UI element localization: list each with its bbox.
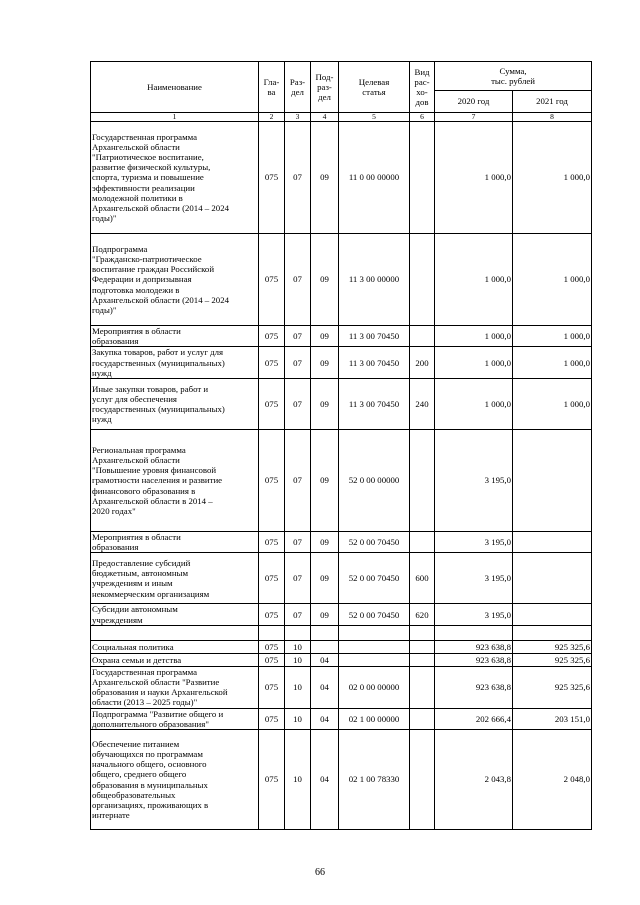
row-amount-2020: 923 638,8 <box>435 666 513 708</box>
table-row <box>91 326 592 347</box>
table-row <box>91 234 592 326</box>
row-target-item: 11 3 00 00000 <box>339 234 410 326</box>
row-chapter <box>259 625 285 640</box>
row-amount-2021: 925 325,6 <box>513 666 592 708</box>
row-section: 07 <box>285 430 311 532</box>
row-amount-2021 <box>513 625 592 640</box>
row-expense-type: 240 <box>410 379 435 430</box>
row-target-item <box>339 625 410 640</box>
table-row <box>91 604 592 625</box>
row-section: 10 <box>285 708 311 729</box>
row-name: Предоставление субсидий бюджетным, автономным учреждениям и иным некоммерческим организациям <box>91 553 259 604</box>
row-amount-2021 <box>513 532 592 553</box>
row-target-item: 02 1 00 78330 <box>339 730 410 830</box>
row-chapter: 075 <box>259 347 285 379</box>
row-section: 07 <box>285 326 311 347</box>
row-name: Мероприятия в области образования <box>91 532 259 553</box>
row-amount-2021: 925 325,6 <box>513 640 592 653</box>
row-chapter: 075 <box>259 122 285 234</box>
row-expense-type: 600 <box>410 553 435 604</box>
row-section: 07 <box>285 532 311 553</box>
header-year-2021: 2021 год <box>513 91 592 113</box>
row-section: 07 <box>285 122 311 234</box>
column-number: 3 <box>285 113 311 122</box>
row-amount-2021: 925 325,6 <box>513 653 592 666</box>
row-expense-type <box>410 430 435 532</box>
column-number: 7 <box>435 113 513 122</box>
row-chapter: 075 <box>259 326 285 347</box>
row-amount-2021: 2 048,0 <box>513 730 592 830</box>
row-target-item: 52 0 00 70450 <box>339 604 410 625</box>
row-expense-type: 620 <box>410 604 435 625</box>
row-section: 07 <box>285 379 311 430</box>
row-subsection: 04 <box>311 666 339 708</box>
row-section: 07 <box>285 604 311 625</box>
column-number: 8 <box>513 113 592 122</box>
row-expense-type <box>410 666 435 708</box>
row-subsection: 09 <box>311 604 339 625</box>
row-target-item: 02 1 00 00000 <box>339 708 410 729</box>
row-amount-2020: 3 195,0 <box>435 553 513 604</box>
row-amount-2020: 2 043,8 <box>435 730 513 830</box>
header-amount: Сумма, тыс. рублей <box>435 62 592 91</box>
row-amount-2021 <box>513 430 592 532</box>
row-amount-2021: 1 000,0 <box>513 379 592 430</box>
header-section: Раз- дел <box>285 62 311 113</box>
row-chapter: 075 <box>259 430 285 532</box>
row-amount-2020: 3 195,0 <box>435 430 513 532</box>
row-chapter: 075 <box>259 604 285 625</box>
row-target-item: 52 0 00 70450 <box>339 553 410 604</box>
row-target-item: 02 0 00 00000 <box>339 666 410 708</box>
table-row <box>91 708 592 729</box>
row-subsection: 09 <box>311 532 339 553</box>
column-number: 6 <box>410 113 435 122</box>
row-expense-type <box>410 326 435 347</box>
row-name: Подпрограмма "Гражданско-патриотическое воспитание граждан Российской Федерации и допризывная подготовка молодежи в Архангельской области (2014 – 2024 годы)" <box>91 234 259 326</box>
row-amount-2020: 1 000,0 <box>435 347 513 379</box>
header-target-item: Целевая статья <box>339 62 410 113</box>
column-number: 5 <box>339 113 410 122</box>
column-number-row <box>91 113 592 122</box>
row-name: Региональная программа Архангельской области "Повышение уровня финансовой грамотности населения и развитие финансового образования в Архангельской области в 2014 – 2020 годах" <box>91 430 259 532</box>
row-chapter: 075 <box>259 666 285 708</box>
row-subsection: 09 <box>311 122 339 234</box>
row-name: Государственная программа Архангельской области "Развитие образования и науки Архангельской области (2013 – 2025 годы)" <box>91 666 259 708</box>
row-subsection: 09 <box>311 430 339 532</box>
row-section: 07 <box>285 347 311 379</box>
row-target-item <box>339 640 410 653</box>
row-chapter: 075 <box>259 640 285 653</box>
row-expense-type <box>410 122 435 234</box>
row-subsection: 09 <box>311 326 339 347</box>
row-subsection: 04 <box>311 708 339 729</box>
table-row <box>91 379 592 430</box>
budget-table <box>90 61 592 830</box>
table-row <box>91 122 592 234</box>
row-amount-2021: 1 000,0 <box>513 234 592 326</box>
table-row <box>91 640 592 653</box>
row-chapter: 075 <box>259 708 285 729</box>
row-target-item: 52 0 00 70450 <box>339 532 410 553</box>
row-section <box>285 625 311 640</box>
row-section: 07 <box>285 234 311 326</box>
row-amount-2020: 923 638,8 <box>435 640 513 653</box>
table-row <box>91 653 592 666</box>
header-year-2020: 2020 год <box>435 91 513 113</box>
row-section: 10 <box>285 640 311 653</box>
row-expense-type <box>410 708 435 729</box>
row-expense-type <box>410 234 435 326</box>
row-name: Охрана семьи и детства <box>91 653 259 666</box>
table-row <box>91 666 592 708</box>
row-amount-2020: 1 000,0 <box>435 122 513 234</box>
row-section: 10 <box>285 730 311 830</box>
row-name: Иные закупки товаров, работ и услуг для обеспечения государственных (муниципальных) нужд <box>91 379 259 430</box>
row-name: Мероприятия в области образования <box>91 326 259 347</box>
row-target-item: 11 3 00 70450 <box>339 379 410 430</box>
header-expense-type: Вид рас- хо- дов <box>410 62 435 113</box>
row-amount-2020: 923 638,8 <box>435 653 513 666</box>
table-row <box>91 625 592 640</box>
row-amount-2020: 1 000,0 <box>435 326 513 347</box>
row-target-item: 11 3 00 70450 <box>339 347 410 379</box>
row-amount-2021 <box>513 604 592 625</box>
table-header <box>91 62 592 122</box>
row-name: Обеспечение питанием обучающихся по программам начального общего, основного общего, среднего общего образования в муниципальных общеобразовательных организациях, проживающих в интернате <box>91 730 259 830</box>
row-subsection: 09 <box>311 347 339 379</box>
row-expense-type <box>410 653 435 666</box>
row-chapter: 075 <box>259 653 285 666</box>
table-row <box>91 532 592 553</box>
row-section: 10 <box>285 653 311 666</box>
table-row <box>91 730 592 830</box>
row-chapter: 075 <box>259 553 285 604</box>
row-expense-type <box>410 625 435 640</box>
table-row <box>91 553 592 604</box>
row-amount-2020 <box>435 625 513 640</box>
row-amount-2020: 1 000,0 <box>435 379 513 430</box>
header-chapter: Гла- ва <box>259 62 285 113</box>
column-number: 2 <box>259 113 285 122</box>
row-name: Субсидии автономным учреждениям <box>91 604 259 625</box>
row-target-item: 11 0 00 00000 <box>339 122 410 234</box>
row-amount-2020: 3 195,0 <box>435 604 513 625</box>
row-subsection: 09 <box>311 553 339 604</box>
row-chapter: 075 <box>259 234 285 326</box>
row-subsection: 04 <box>311 730 339 830</box>
row-amount-2021: 1 000,0 <box>513 326 592 347</box>
row-target-item: 52 0 00 00000 <box>339 430 410 532</box>
row-name: Государственная программа Архангельской области "Патриотическое воспитание, развитие физической культуры, спорта, туризма и повышение эффективности реализации молодежной политики в Архангельской области (2014 – 2024 годы)" <box>91 122 259 234</box>
row-amount-2020: 1 000,0 <box>435 234 513 326</box>
row-name <box>91 625 259 640</box>
column-number: 1 <box>91 113 259 122</box>
header-subsection: Под- раз- дел <box>311 62 339 113</box>
column-number: 4 <box>311 113 339 122</box>
row-name: Подпрограмма "Развитие общего и дополнительного образования" <box>91 708 259 729</box>
row-expense-type <box>410 730 435 830</box>
row-target-item <box>339 653 410 666</box>
row-subsection: 09 <box>311 379 339 430</box>
row-name: Социальная политика <box>91 640 259 653</box>
row-amount-2021: 203 151,0 <box>513 708 592 729</box>
row-subsection: 04 <box>311 653 339 666</box>
row-target-item: 11 3 00 70450 <box>339 326 410 347</box>
row-subsection: 09 <box>311 234 339 326</box>
row-chapter: 075 <box>259 379 285 430</box>
row-section: 10 <box>285 666 311 708</box>
row-subsection <box>311 640 339 653</box>
row-chapter: 075 <box>259 532 285 553</box>
table-row <box>91 347 592 379</box>
table-row <box>91 430 592 532</box>
row-amount-2020: 3 195,0 <box>435 532 513 553</box>
page-number: 66 <box>315 867 325 878</box>
row-chapter: 075 <box>259 730 285 830</box>
row-amount-2021: 1 000,0 <box>513 347 592 379</box>
row-name: Закупка товаров, работ и услуг для государственных (муниципальных) нужд <box>91 347 259 379</box>
row-expense-type <box>410 532 435 553</box>
row-expense-type <box>410 640 435 653</box>
row-expense-type: 200 <box>410 347 435 379</box>
row-amount-2021: 1 000,0 <box>513 122 592 234</box>
row-section: 07 <box>285 553 311 604</box>
header-name: Наименование <box>91 62 259 113</box>
row-amount-2020: 202 666,4 <box>435 708 513 729</box>
row-amount-2021 <box>513 553 592 604</box>
row-subsection <box>311 625 339 640</box>
table-body <box>91 122 592 830</box>
